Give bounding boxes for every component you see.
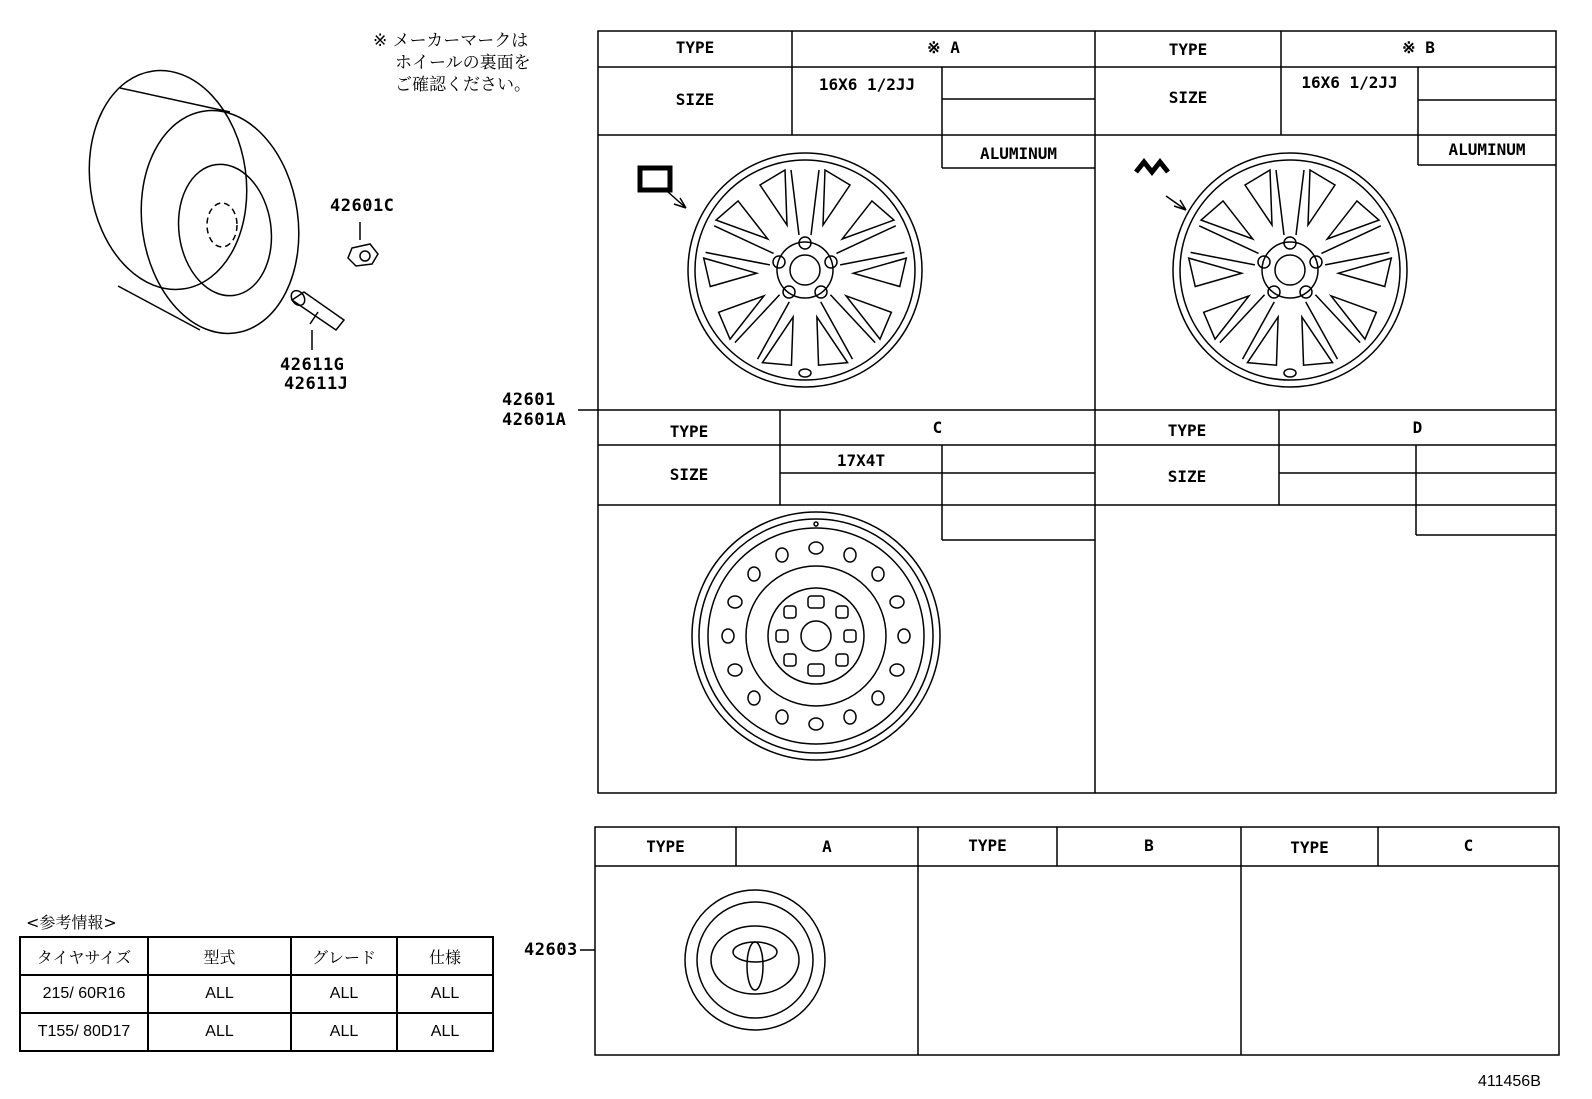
- cap-type-header-c: TYPE: [1290, 838, 1329, 857]
- part-label-nut: 42601C: [330, 196, 395, 216]
- maker-mark-note-line1: ※ メーカーマークは: [373, 31, 529, 51]
- cap-type-value-a: A: [822, 837, 832, 856]
- type-header-b: TYPE: [1168, 40, 1208, 59]
- table-row: [20, 975, 493, 1013]
- maker-mark-arrow-b: [1136, 162, 1186, 210]
- maker-mark-arrow-a: [640, 168, 686, 208]
- type-header-c: TYPE: [669, 422, 709, 441]
- cap-type-header-b: TYPE: [968, 836, 1007, 855]
- ref-cell: ALL: [291, 975, 397, 1013]
- drawing-id: 411456B: [1478, 1073, 1541, 1090]
- ref-cell: ALL: [148, 975, 291, 1013]
- size-header-d: SIZE: [1167, 467, 1207, 486]
- cap-type-value-c: C: [1463, 836, 1474, 855]
- ref-header-grade: グレード: [291, 937, 397, 975]
- steel-wheel-c: [692, 512, 940, 760]
- type-value-d: D: [1412, 418, 1423, 437]
- type-header-d: TYPE: [1167, 421, 1207, 440]
- reference-title: <参考情報>: [26, 913, 117, 932]
- cap-table-grid: [580, 827, 1559, 1055]
- size-header-c: SIZE: [669, 465, 709, 484]
- type-header-a: TYPE: [675, 38, 715, 57]
- ref-header-model: 型式: [148, 937, 291, 975]
- alloy-wheel-a: [688, 153, 922, 387]
- type-value-b: ※ B: [1402, 38, 1435, 57]
- type-value-a: ※ A: [927, 38, 960, 57]
- reference-header-row: [20, 937, 493, 975]
- part-label-wheel-1: 42601: [502, 390, 556, 410]
- ref-cell: ALL: [291, 1013, 397, 1051]
- center-cap-illustration: [685, 890, 825, 1030]
- type-value-c: C: [932, 418, 943, 437]
- part-label-wheel-2: 42601A: [502, 410, 567, 430]
- ref-cell: T155/ 80D17: [20, 1013, 148, 1051]
- hub-nut-illustration: [348, 222, 378, 266]
- ref-cell: 215/ 60R16: [20, 975, 148, 1013]
- size-value-a: 16X6 1/2JJ: [818, 75, 916, 94]
- alloy-wheel-b: [1173, 153, 1407, 387]
- material-b: ALUMINUM: [1448, 140, 1526, 159]
- part-label-valve-2: 42611J: [284, 374, 349, 394]
- size-header-b: SIZE: [1168, 88, 1208, 107]
- ref-cell: ALL: [148, 1013, 291, 1051]
- tire-wheel-illustration: [75, 60, 312, 344]
- part-label-cap: 42603: [524, 940, 578, 960]
- material-a: ALUMINUM: [979, 144, 1058, 163]
- cap-type-value-b: B: [1144, 836, 1154, 855]
- size-header-a: SIZE: [675, 90, 715, 109]
- part-label-valve-1: 42611G: [280, 355, 345, 375]
- valve-illustration: [288, 288, 344, 350]
- ref-cell: ALL: [397, 1013, 493, 1051]
- ref-header-spec: 仕様: [397, 937, 493, 975]
- reference-table: [19, 936, 494, 1052]
- ref-header-tire-size: タイヤサイズ: [20, 937, 148, 975]
- maker-mark-note-line3: ご確認ください。: [395, 75, 531, 95]
- ref-cell: ALL: [397, 975, 493, 1013]
- table-row: [20, 1013, 493, 1051]
- cap-type-header-a: TYPE: [646, 837, 685, 856]
- maker-mark-note-line2: ホイールの裏面を: [395, 53, 531, 73]
- size-value-c: 17X4T: [836, 451, 886, 470]
- size-value-b: 16X6 1/2JJ: [1301, 73, 1398, 92]
